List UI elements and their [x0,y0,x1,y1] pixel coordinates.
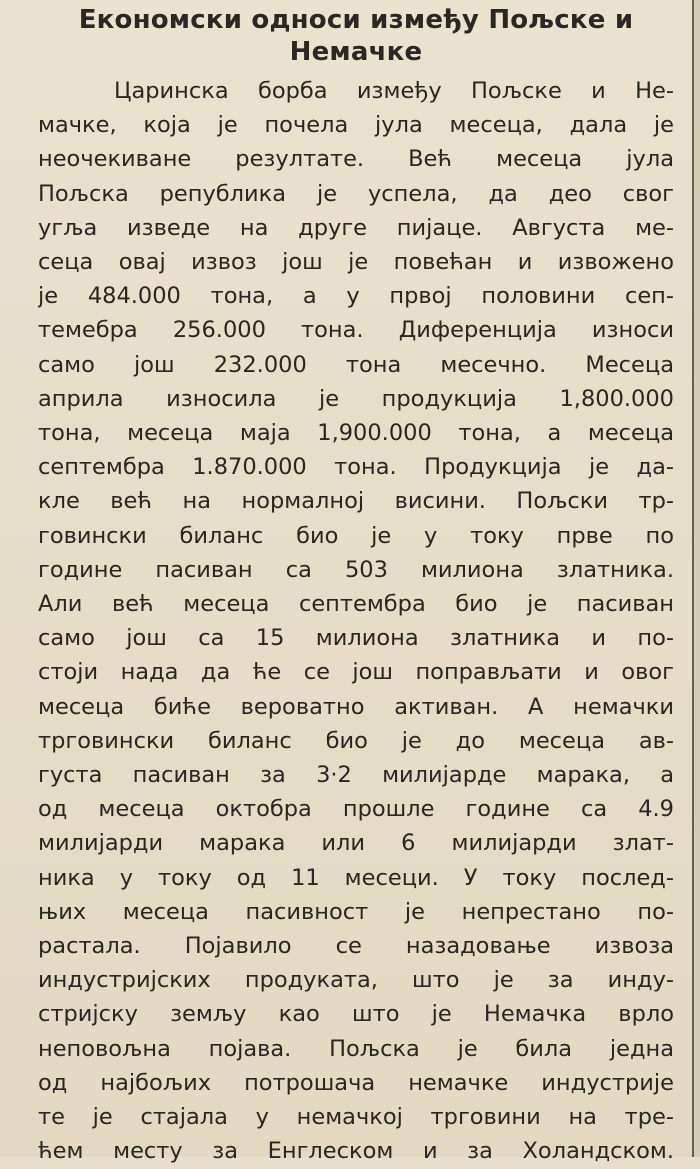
headline-line-2: Немачке [289,37,423,67]
body-line: кле већ на нормалној висини. Пољски тр- [38,488,674,515]
body-line: од најбољих потрошача немачке индустрије [38,1069,674,1096]
body-line: говински биланс био је у току прве по [38,522,674,549]
body-line: милијарди марака или 6 милијарди злат- [38,830,674,857]
body-line: темебра 256.000 тона. Диференција износи [38,317,674,344]
body-line: само још 232.000 тона месечно. Месеца [38,351,674,378]
article-headline [38,4,674,68]
body-line: ћем месту за Енглеском и за Холандском. [38,1138,674,1165]
body-line: тона, месеца маја 1,900.000 тона, а месеца [38,420,674,447]
body-line: само још са 15 милиона златника и по- [38,625,674,652]
body-line: стоји нада да ће се још поправљати и овог [38,659,674,686]
body-line: је 484.000 тона, а у првој половини сеп- [38,283,674,310]
body-line: мачке, која је почела јула месеца, дала је [38,112,674,139]
body-line: трговински биланс био је до месеца ав- [38,727,674,754]
body-line: те је стајала у немачкој трговини на тре- [38,1104,674,1131]
body-line: стријску земљу као што је Немачка врло [38,1001,674,1028]
body-line: септембра 1.870.000 тона. Продукција је да- [38,454,674,481]
body-line: Царинска борба између Пољске и Не- [114,78,674,104]
body-line: године пасиван са 503 милиона златника. [38,556,674,583]
body-line: неочекиване резултате. Већ месеца јула [38,146,674,173]
body-line: месеца биће вероватно активан. А немачки [38,693,674,720]
headline-line-1: Економски односи између Пољске и [78,5,634,35]
body-line: ника у току од 11 месеци. У току послед- [38,864,674,891]
body-line: њих месеца пасивност је непрестано по- [38,898,674,925]
body-line: од месеца октобра прошле године са 4.9 [38,796,674,823]
body-line: Пољска република је успела, да део свог [38,180,674,207]
article [38,4,674,1169]
body-line: растала. Појавило се назадовање извоза [38,933,674,960]
body-line: индустријских продуката, што је за инду- [38,967,674,994]
body-line: густа пасиван за 3·2 милијарде марака, а [38,762,674,789]
page-edge [694,0,700,1157]
body-line: априла износила је продукција 1,800.000 [38,385,674,412]
body-line: сеца овај извоз још је повећан и извожено [38,249,674,276]
column-rule [692,0,694,1157]
body-line: неповољна појава. Пољска је била једна [38,1035,674,1062]
body-line: Али већ месеца септембра био је пасиван [38,591,674,618]
article-body [38,74,674,1169]
body-line: угља изведе на друге пијаце. Августа ме- [38,214,674,241]
